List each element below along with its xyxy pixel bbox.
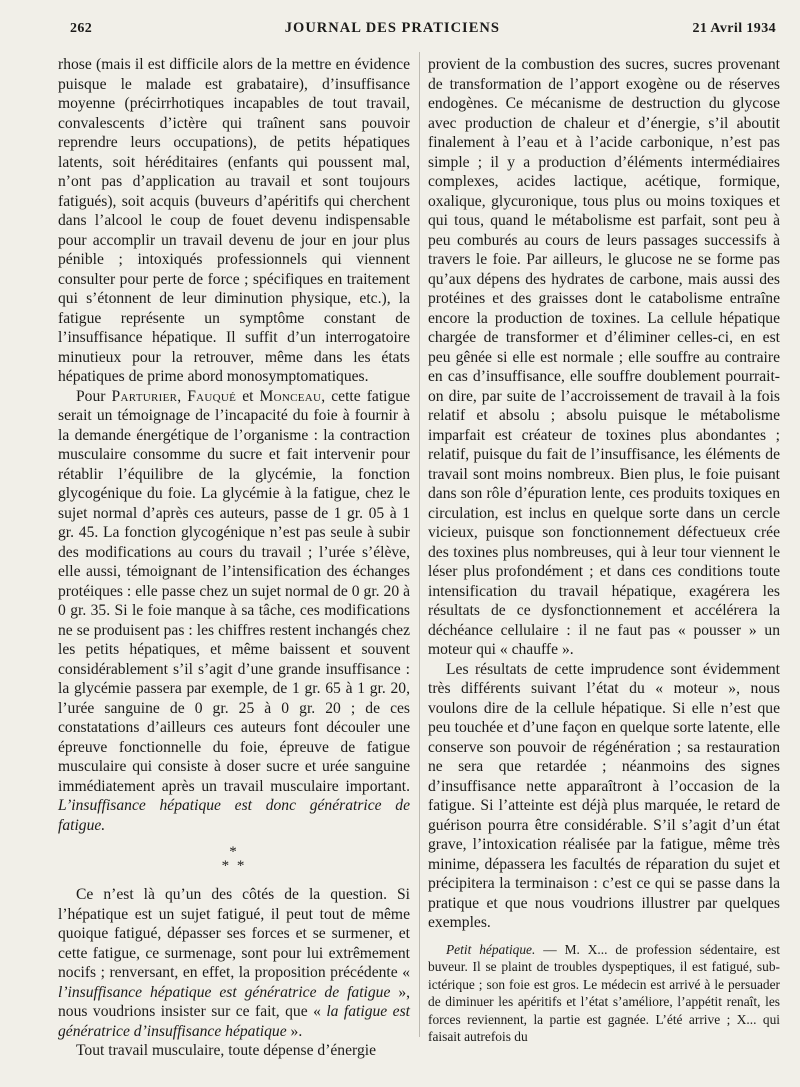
conclusion-italic: L’insuffisance hépatique est donc génératrice de fatigue. <box>58 797 410 834</box>
case-title: Petit hépatique. <box>446 941 536 957</box>
paragraph-authors <box>58 387 410 836</box>
paragraph-text: Ce n’est là qu’un des côtés de la question. Si l’hépatique est un sujet fatigué, il peut tout de même quoique fatigué, dépasser ses forces et se surmener, et cette fatigue, ce surmenage, sont pour lui extrêmement nocifs ; renversant, en effet, la proposition précédente « <box>58 886 410 981</box>
case-text: — M. X... de profession sédentaire, est buveur. Il se plaint de troubles dyspeptiques, il est fatigué, sub-ictérique ; son foie est gros. Le médecin est arrivé à le persuader de diminuer les apéritifs et l’état s’améliore, l’appétit renaît, les forces reviennent, la partie est gagnée. L’été arrive ; X... qui faisait autrefois du <box>428 941 780 1045</box>
issue-date: 21 Avril 1934 <box>692 21 776 36</box>
quote-italic-2: la fatigue est génératrice d’insuffisance hépatique <box>58 1003 410 1040</box>
paragraph-intro: Pour <box>76 387 112 405</box>
author-separator: , <box>177 387 188 405</box>
paragraph-text: », nous voudrions insister sur ce fait, que « <box>58 983 411 1020</box>
column-divider <box>419 52 420 1037</box>
section-separator <box>58 845 410 873</box>
paragraph-energy: Tout travail musculaire, toute dépense d’énergie <box>76 1042 376 1059</box>
author-separator: et <box>236 387 260 405</box>
paragraph-body: , cette fatigue serait un témoignage de l’incapacité du foie à fournir à la demande énergétique de l’organisme : la contraction musculaire consomme du sucre et fait intervenir pour rétablir l’équilibre de la glycémie, la fonction glycogénique du foie. La glycémie à la fatigue, chez le sujet normal d’après ces auteurs, passe de 1 gr. 05 à 1 gr. 45. La fonction glycogénique n’est pas seule à subir des modifications au cours du travail ; l’urée s’élève, elle aussi, témoignant de l’intensification des échanges protéiques : elle passe chez un sujet normal de 0 gr. 20 à 0 gr. 35. Si le foie manque à sa tâche, ces modifications ne se produisent pas : les chiffres restent inchangés chez les petits hépatiques, et même baissent et souvent considérablement s’il s’agit d’une grande insuffisance : la glycémie passera par exemple, de 1 gr. 65 à 1 gr. 20, l’urée sanguine de 0 gr. 25 à 0 gr. 20 ; de ces constatations d’ailleurs ces auteurs font découler une épreuve fonctionnelle du foie, épreuve de fatigue musculaire qui consiste à doser sucre et urée sanguine immédiatement après un travail musculaire important. <box>58 387 411 795</box>
quote-italic-1: l’insuffisance hépatique est génératrice de fatigue <box>58 983 391 1001</box>
author-fauque: Fauqué <box>187 387 237 405</box>
left-column <box>58 55 410 1061</box>
author-parturier: Parturier <box>111 387 178 405</box>
paragraph-continued: rhose (mais il est difficile alors de la mettre en évidence puisque le malade est grabataire), d’insuffisance moyenne (précirrhotiques incapables de tout travail, convalescents d’ictère qui traînent sans pouvoir reprendre leurs occupations), de petits hépatiques latents, soit héréditaires (enfants qui poussent mal, n’ont pas d’application au travail et sont toujours fatigués), soit acquis (buveurs d’apéritifs qui cherchent dans l’alcool le coup de fouet devenu indispensable pour accomplir un travail devenu de jour en jour plus pénible ; intoxiqués professionnels qui viennent consulter pour perte de force ; spécifiques en traitement qui s’étonnent de leur diminution physique, etc.), la fatigue représente un symptôme constant de l’insuffisance hépatique. Il suffit d’un interrogatoire minutieux pour la retrouver, même dans les états hépatiques de prime abord monosymptomatiques. <box>58 56 410 385</box>
paragraph-text: ». <box>286 1022 303 1040</box>
author-monceau: Monceau <box>259 387 322 405</box>
paragraph-question <box>58 885 410 1041</box>
page-number: 262 <box>70 21 93 36</box>
case-study <box>428 941 780 1047</box>
page-header <box>70 20 776 40</box>
right-column <box>428 55 780 1046</box>
paragraph-combustion: provient de la combustion des sucres, sucres provenant de transformation de l’apport exogène ou de réserves endogènes. Ce mécanisme de destruction du glycose avec production de chaleur et d’énergie, s’il aboutit finalement à l’eau et à l’acide carbonique, n’est pas simple ; il y a production d’éléments intermédiaires complexes, acides lactique, acétique, formique, oxalique, glycuronique, tous plus ou moins toxiques et qui tous, quand le métabolisme est parfait, sont peu à peu comburés au cours de leurs passages successifs à travers le foie. Par ailleurs, le glucose ne se forme pas qu’aux dépens des hydrates de carbone, mais aussi des protéines et des graisses dont le catabolisme entraîne encore la production de toxines. La cellule hépatique chargée de transformer et d’éliminer celles-ci, en est peu gênée si elle est normale ; elle souffre au contraire en cas d’insuffisance, elle souffre doublement pourrait-on dire, par suite de l’accroissement de travail à la fois relatif et absolu ; absolu puisque le métabolisme imparfait est créateur de toxines plus abondantes ; relatif, puisque du fait de l’insuffisance, les éléments de travail sont moins nombreux. Bien plus, le foie puisant dans son rôle d’épuration lente, ces produits toxiques en circulation, est inclus en quelque sorte dans un cercle vicieux, puisque son fonctionnement défectueux crée des toxines plus nombreuses, qui à leur tour viennent le léser plus profondément ; et dans ces conditions toute intensification du travail hépatique, exagérera les résultats de ce dysfonctionnement et accélérera la déchéance cellulaire : il ne faut pas « pousser » un moteur qui « chauffe ». <box>428 56 780 658</box>
separator-star-bottom: * * <box>221 858 247 874</box>
paragraph-results: Les résultats de cette imprudence sont évidemment très différents suivant l’état du « moteur », nous voulons dire de la cellule hépatique. Si elle n’est que peu touchée et d’une façon en quelque sorte latente, elle conserve son pouvoir de régénération ; sa restauration ne sera que retardée ; néanmoins des signes d’insuffisance nette apparaîtront à l’occasion de la fatigue. Si l’atteinte est déjà plus marquée, le retard de guérison pourra être considérable. S’il s’agit d’un état grave, l’intoxication réalisée par la fatigue, même très minime, dépassera les facultés de réparation du sujet et précipitera la terminaison : c’est ce qui se passe dans la pratique et que nous voudrions illustrer par quelques exemples. <box>428 660 780 931</box>
separator-star-top: * <box>229 844 239 860</box>
journal-title: JOURNAL DES PRATICIENS <box>284 20 500 36</box>
